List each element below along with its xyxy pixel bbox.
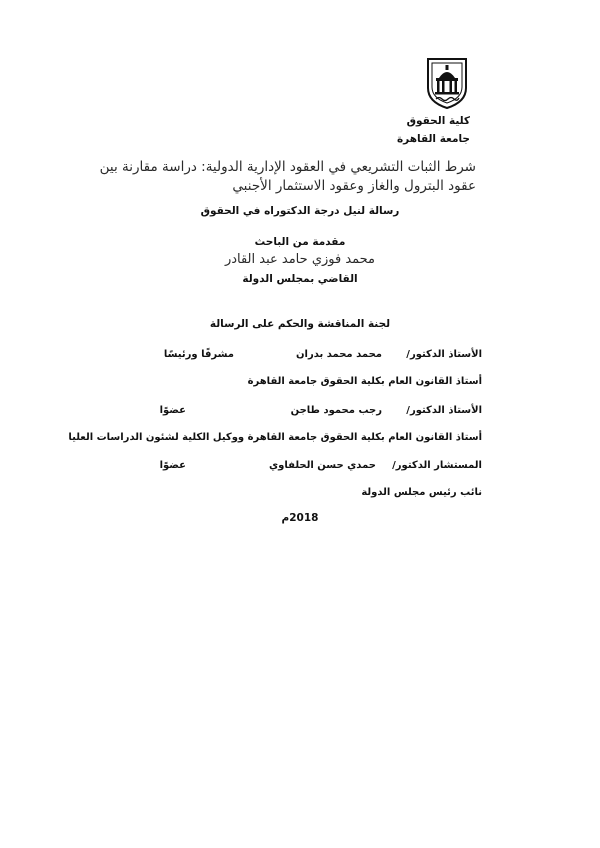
author-label: مقدمة من الباحث (254, 236, 346, 248)
member-1-title: الأستاذ الدكتور/ (406, 349, 482, 360)
cairo-university-seal-icon (424, 56, 470, 110)
member-1-affiliation: أستاذ القانون العام بكلية الحقوق جامعة القاهرة (247, 376, 482, 387)
degree-statement: رسالة لنيل درجة الدكتوراه في الحقوق (200, 205, 400, 217)
member-1-role: مشرفًا ورئيسًا (163, 349, 234, 360)
thesis-title-line-2: عقود البترول والغاز وعقود الاستثمار الأجنبي (232, 178, 476, 194)
member-2-role: عضوًا (159, 405, 186, 416)
member-3-affiliation: نائب رئيس مجلس الدولة (361, 487, 482, 498)
member-3-role: عضوًا (159, 460, 186, 471)
thesis-title-line-1: شرط الثبات التشريعي في العقود الإدارية الدولية: دراسة مقارنة بين (99, 159, 476, 175)
author-position: القاضي بمجلس الدولة (242, 273, 358, 285)
member-3-title: المستشار الدكتور/ (392, 460, 482, 471)
member-2-name: رجب محمود طاجن (290, 405, 382, 416)
committee-heading: لجنة المناقشة والحكم على الرسالة (209, 318, 391, 330)
member-2-affiliation: أستاذ القانون العام بكلية الحقوق جامعة القاهرة ووكيل الكلية لشئون الدراسات العليا (68, 432, 482, 443)
member-1-name: محمد محمد بدران (296, 349, 382, 360)
university-name: جامعة القاهرة (396, 133, 470, 145)
author-name: محمد فوزي حامد عبد القادر (224, 252, 376, 267)
member-3-name: حمدي حسن الحلفاوي (268, 460, 376, 471)
year: 2018م (281, 512, 319, 524)
member-2-title: الأستاذ الدكتور/ (406, 405, 482, 416)
faculty-name: كلية الحقوق (406, 115, 470, 127)
